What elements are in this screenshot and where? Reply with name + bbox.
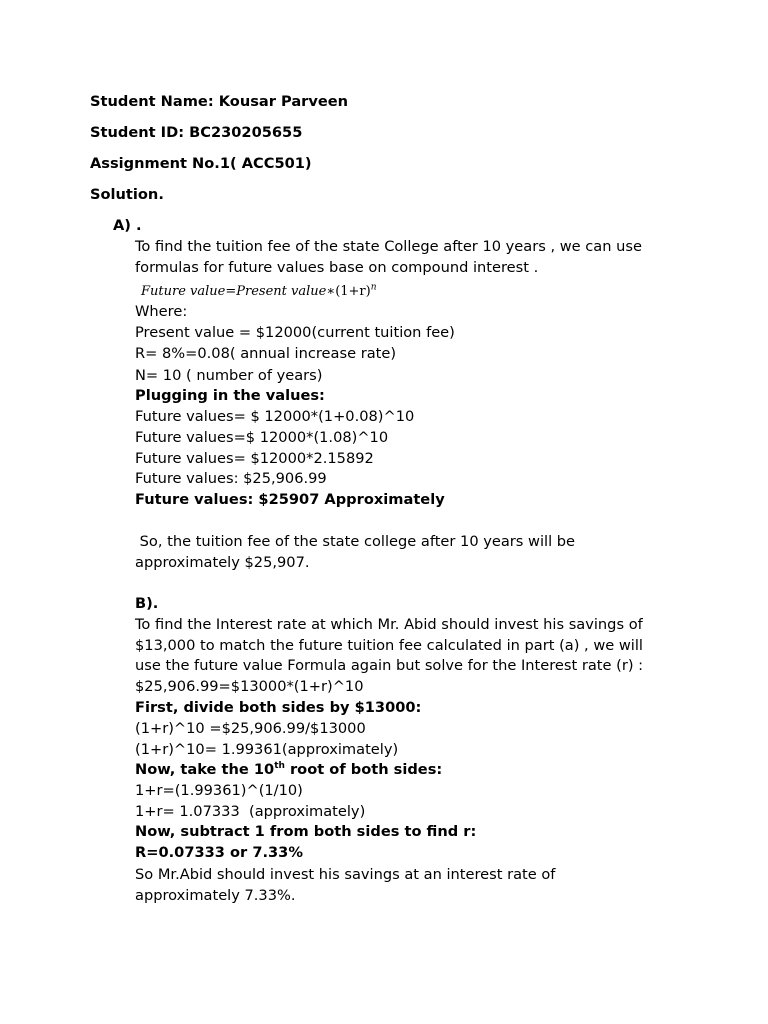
where-label: Where: (135, 303, 188, 320)
present-value-line: Present value = $12000(current tuition fee) (135, 324, 455, 341)
calc-step-3: Future values= $12000*2.15892 (135, 450, 374, 467)
future-value-formula (141, 284, 377, 299)
part-b-conclusion-line-2: approximately 7.33%. (135, 887, 296, 904)
formula-paren: (1+r) (335, 284, 371, 299)
divide-step-1: (1+r)^10 =$25,906.99/$13000 (135, 720, 366, 737)
subtract-heading: Now, subtract 1 from both sides to find r: (135, 823, 477, 840)
part-b-intro-line-2: $13,000 to match the future tuition fee calculated in part (a) , we will (135, 637, 643, 654)
part-b-conclusion-line-1: So Mr.Abid should invest his savings at an interest rate of (135, 866, 556, 883)
formula-equals: = (225, 284, 237, 299)
divide-heading: First, divide both sides by $13000: (135, 699, 422, 716)
part-b-answer: R=0.07333 or 7.33% (135, 844, 303, 861)
part-b-equation: $25,906.99=$13000*(1+r)^10 (135, 678, 364, 695)
root-heading (135, 763, 442, 778)
formula-exponent: n (370, 282, 377, 293)
root-heading-pre: Now, take the 10 (135, 761, 275, 778)
part-a-conclusion-line-2: approximately $25,907. (135, 554, 310, 571)
root-heading-sup: th (274, 761, 285, 772)
part-a-label: A) . (113, 217, 142, 234)
student-name: Student Name: Kousar Parveen (90, 93, 349, 110)
divide-step-2: (1+r)^10= 1.99361(approximately) (135, 741, 399, 758)
years-line: N= 10 ( number of years) (135, 367, 323, 384)
rate-line: R= 8%=0.08( annual increase rate) (135, 345, 397, 362)
part-a-result: Future values: $25907 Approximately (135, 491, 445, 508)
part-a-intro-line-2: formulas for future values base on compound interest . (135, 259, 539, 276)
plugging-heading: Plugging in the values: (135, 387, 325, 404)
part-a-conclusion-line-1: So, the tuition fee of the state college after 10 years will be (135, 533, 576, 550)
root-heading-post: root of both sides: (284, 761, 443, 778)
part-b-intro-line-3: use the future value Formula again but solve for the Interest rate (r) : (135, 657, 644, 674)
part-b-intro-line-1: To find the Interest rate at which Mr. Abid should invest his savings of (135, 616, 643, 633)
student-id: Student ID: BC230205655 (90, 124, 303, 141)
calc-step-2: Future values=$ 12000*(1.08)^10 (135, 429, 389, 446)
part-b-label: B). (135, 595, 159, 612)
assignment-title: Assignment No.1( ACC501) (90, 155, 312, 172)
part-a-intro-line-1: To find the tuition fee of the state College after 10 years , we can use (135, 238, 642, 255)
solution-heading: Solution. (90, 186, 164, 203)
formula-lhs: Future value (141, 284, 226, 299)
formula-rhs: Present value (236, 284, 327, 299)
calc-step-1: Future values= $ 12000*(1+0.08)^10 (135, 408, 415, 425)
formula-operator: ∗ (326, 284, 336, 299)
calc-step-4: Future values: $25,906.99 (135, 470, 327, 487)
root-step-1: 1+r=(1.99361)^(1/10) (135, 782, 303, 799)
root-step-2: 1+r= 1.07333 (approximately) (135, 803, 366, 820)
